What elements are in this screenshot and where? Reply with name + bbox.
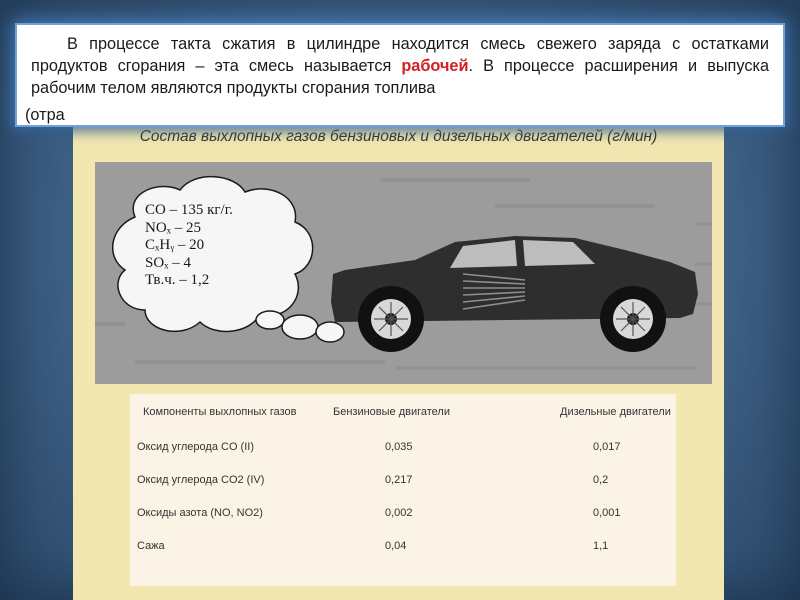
component-cell: Оксид углерода CO (II)	[137, 440, 254, 453]
paragraph-text-2: . В процессе расширения и выпуска рабочим телом являются продукты сгорания топлива	[31, 57, 769, 97]
table-row	[130, 430, 676, 463]
emissions-table-card	[130, 394, 676, 586]
diesel-cell: 0,2	[593, 473, 609, 486]
emissions-table	[130, 394, 676, 562]
table-header-row	[130, 394, 676, 430]
diesel-cell: 1,1	[593, 539, 609, 552]
gasoline-cell: 0,217	[385, 473, 413, 486]
cloud-line: CO – 135 кг/г.	[145, 202, 233, 218]
slide-text-box	[17, 25, 783, 125]
panel-title: Состав выхлопных газов бензиновых и дизельных двигателей (г/мин)	[139, 128, 658, 145]
slide-paragraph	[31, 33, 769, 99]
gasoline-cell: 0,04	[385, 539, 407, 552]
paragraph-text-1: В процессе такта сжатия в цилиндре находится смесь свежего заряда с остатками продуктов сгорания – эта смесь называется	[31, 35, 769, 75]
gasoline-cell: 0,002	[385, 506, 413, 519]
table-row	[130, 496, 676, 529]
gasoline-cell: 0,035	[385, 440, 413, 453]
diesel-cell: 0,017	[593, 440, 621, 453]
cloud-line: SOₓ – 4	[145, 254, 192, 271]
table-row	[130, 529, 676, 562]
exhaust-panel	[73, 116, 724, 600]
header-components: Компоненты выхлопных газов	[143, 406, 297, 418]
component-cell: Сажа	[137, 539, 165, 552]
cloud-line: NOₓ – 25	[145, 219, 202, 236]
cloud-emissions-list	[145, 202, 233, 290]
highlight-term: рабочей	[401, 57, 469, 75]
component-cell: Оксиды азота (NO, NO2)	[137, 506, 263, 519]
header-gasoline: Бензиновые двигатели	[333, 406, 450, 418]
car-icon	[331, 236, 698, 352]
cloud-line: Тв.ч. – 1,2	[145, 272, 210, 288]
cloud-line: CₓHᵧ – 20	[145, 237, 205, 253]
car-exhaust-photo	[95, 162, 712, 384]
clipped-text-fragment: (отра	[25, 106, 65, 124]
table-row	[130, 463, 676, 496]
component-cell: Оксид углерода CO2 (IV)	[137, 473, 265, 486]
header-diesel: Дизельные двигатели	[560, 406, 671, 418]
diesel-cell: 0,001	[593, 506, 621, 519]
